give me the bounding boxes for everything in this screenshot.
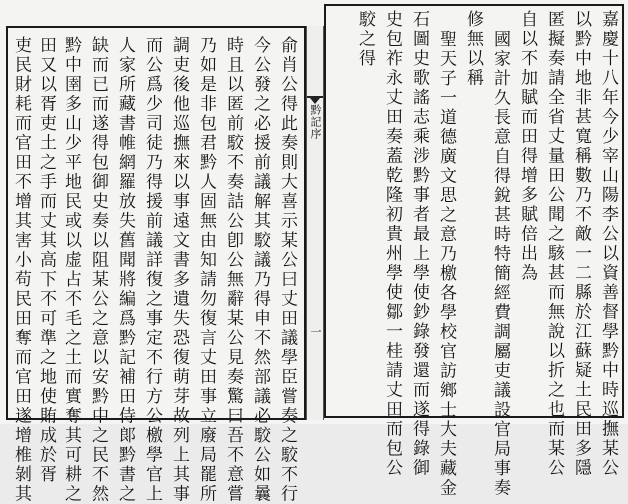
right-page-column: 以黔中地非甚寬稱數乃不敵一二縣於江蘇疑土民田多隱 — [571, 10, 591, 478]
left-page-column: 調吏後他巡撫來以事遠文書多遺失恐復萌芽故列上其事 — [169, 36, 189, 504]
left-page-column: 吏民財耗而官田不增其害小苟民田奪而官田遂增椎剝其 — [11, 36, 31, 504]
left-page-column: 人家所藏書帷網羅放失舊聞將編爲黔記補田侍郞黔書之 — [115, 36, 135, 504]
left-page-column: 俞肖公得此奏則大喜示某公曰丈田議學臣嘗奏之駮不行 — [277, 36, 297, 504]
right-page-column: 駮之得 — [355, 10, 375, 69]
right-page-column: 聖天子一道德廣文思之意乃檄各學校官訪鄉士大夫藏金 — [436, 30, 456, 498]
right-page-column: 修無以稱 — [463, 10, 483, 88]
left-page-column: 而公爲少司徒乃得援前議詳復之事定不行方公檄學官上 — [142, 36, 162, 504]
right-page-column: 嘉慶十八年今少宰山陽李公以資善督學黔中時巡撫某公 — [598, 10, 618, 478]
right-page-column: 史包祚永丈田奏蓋乾隆初貴州學使鄒一桂請丈田而包公 — [382, 10, 402, 478]
right-page-column: 匿擬奏請全省丈量田公聞之駭甚而無說以折之也而某公 — [544, 10, 564, 478]
left-page-column: 乃如是非包君黔人固無由知請勿復言丈田事立廢局罷所 — [196, 36, 216, 504]
left-page-frame — [6, 26, 306, 504]
book-fold — [306, 26, 324, 420]
left-page-column: 田又以胥吏土之手而丈其高下不可準之地使賄成於胥 — [36, 36, 56, 485]
left-page-column: 時且以匿前駮不奏詰公卽公無辭某公見奏驚曰吾不意嘗 — [223, 36, 243, 504]
fold-title: 黔記序 — [309, 104, 322, 140]
right-page-frame — [324, 4, 624, 498]
right-page-column: 石圖史歌謠志乘涉黔事者最上學使鈔錄發還而遂得錄御 — [409, 10, 429, 478]
left-page-column: 黔中圉多山少平地民或以虚占不毛之土而實奪其可耕之 — [61, 36, 81, 504]
left-page-column: 今公發之必援前議解其駮議乃得申不然部議必駮公如曩 — [250, 36, 270, 504]
right-page-column: 自以不加賦而田得增多賦倍出為 — [517, 10, 537, 283]
fold-page-number: 一 — [309, 326, 322, 337]
left-page-column: 缺而已而遂得包御史奏以阻某公之意以安黔中之民不然 — [88, 36, 108, 504]
right-page-column: 國家計久長意自得銳甚時特簡經費調屬吏議設官局事奏 — [490, 30, 510, 498]
